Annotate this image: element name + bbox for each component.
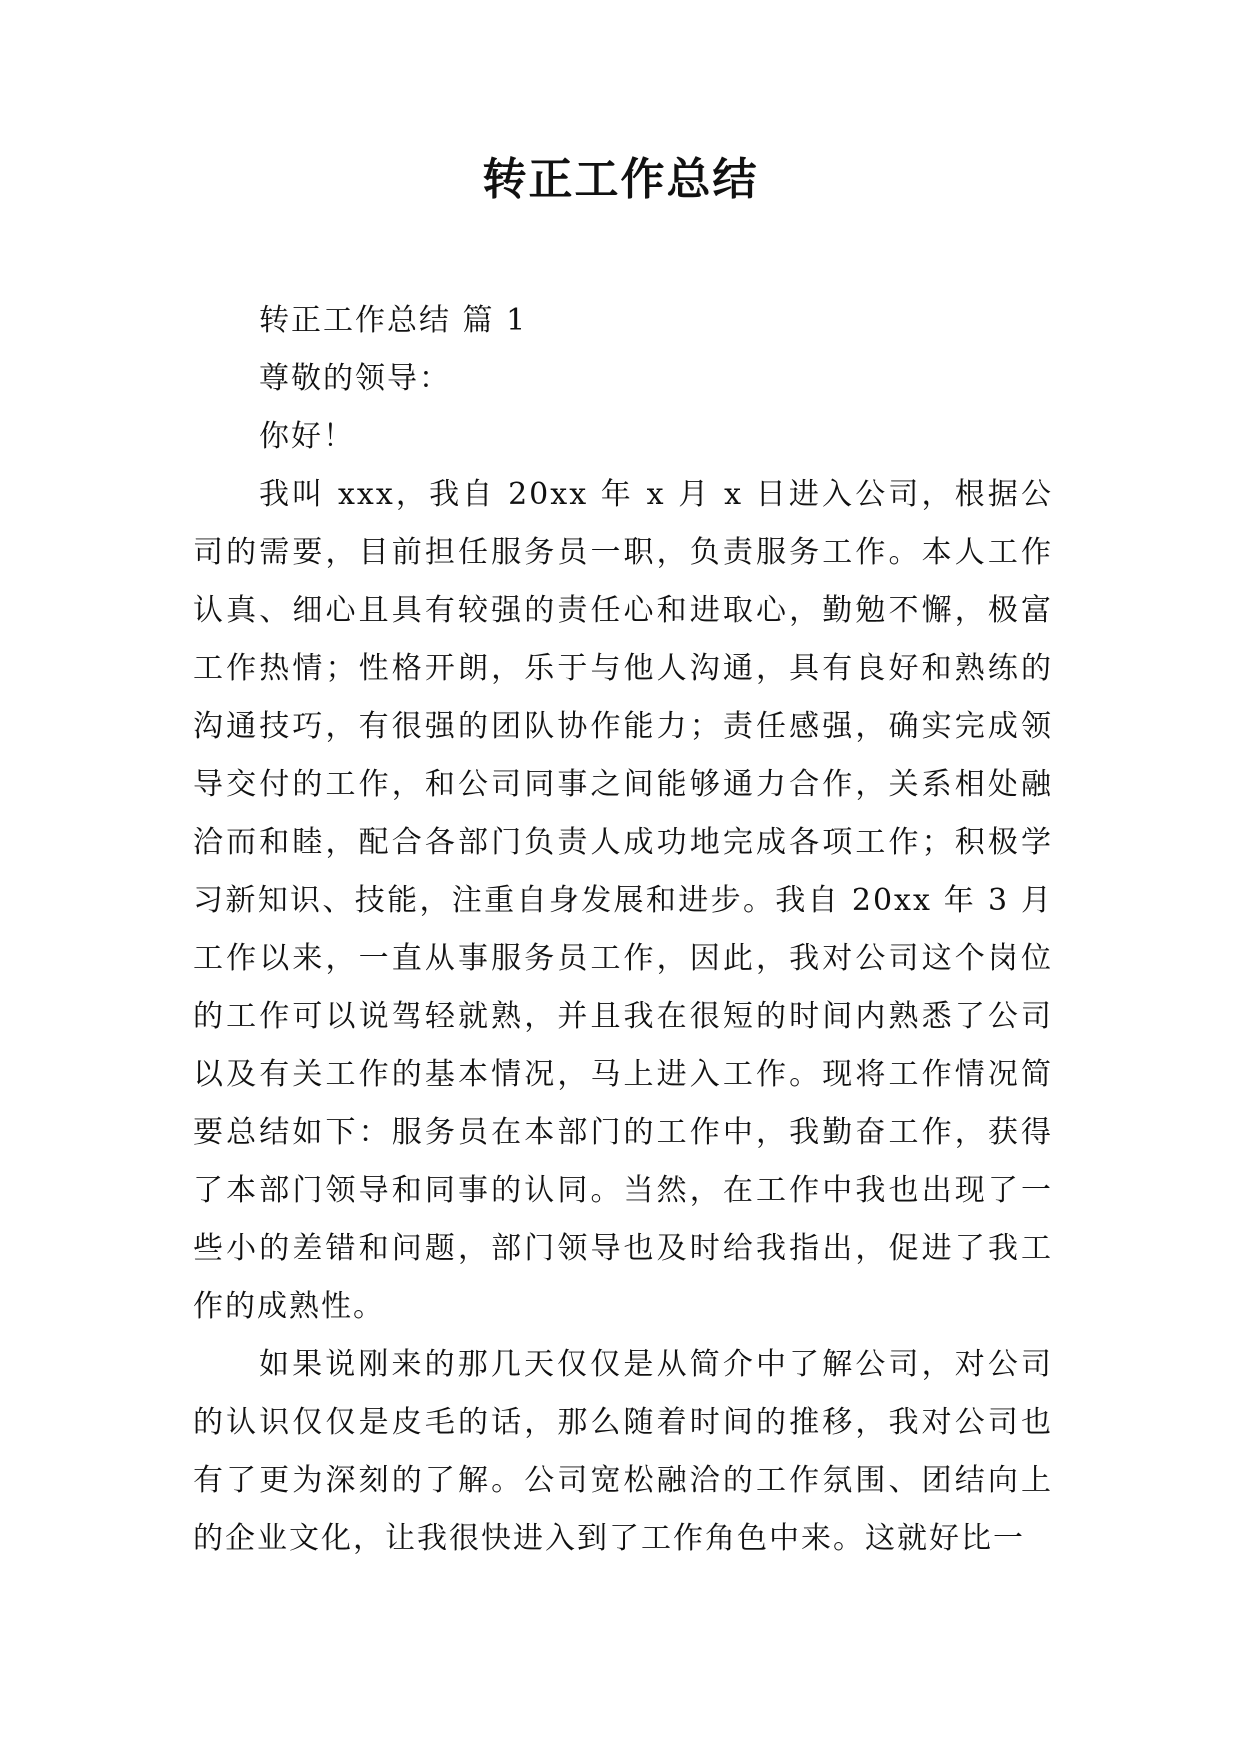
document-title: 转正工作总结 [482,154,759,205]
salutation: 尊敬的领导： [259,361,451,396]
paragraph-intro: 我叫 xxx，我自 20xx 年 x 月 x 日进入公司，根据公司的需要，目前担任服务员一职，负责服务工作。本人工作认真、细心且具有较强的责任心和进取心，勤勉不懈，极富工作热情；性格开朗，乐于与他人沟通，具有良好和熟练的沟通技巧，有很强的团队协作能力；责任感强，确实完成领导交付的工作，和公司同事之间能够通力合作，关系相处融洽而和睦，配合各部门负责人成功地完成各项工作；积极学习新知识、技能，注重自身发展和进步。我自 20xx 年 3 月工作以来，一直从事服务员工作，因此，我对公司这个岗位的工作可以说驾轻就熟，并且我在很短的时间内熟悉了公司以及有关工作的基本情况，马上进入工作。现将工作情况简要总结如下：服务员在本部门的工作中，我勤奋工作，获得了本部门领导和同事的认同。当然，在工作中我也出现了一些小的差错和问题，部门领导也及时给我指出，促进了我工作的成熟性。 [193,477,1053,1324]
greeting: 你好！ [259,419,355,454]
document-body [193,292,1053,1568]
paragraph-company-understanding: 如果说刚来的那几天仅仅是从简介中了解公司，对公司的认识仅仅是皮毛的话，那么随着时间的推移，我对公司也有了更为深刻的了解。公司宽松融洽的工作氛围、团结向上的企业文化，让我很快进入到了工作角色中来。这就好比一 [193,1347,1053,1556]
section-heading: 转正工作总结 篇 1 [259,303,528,338]
